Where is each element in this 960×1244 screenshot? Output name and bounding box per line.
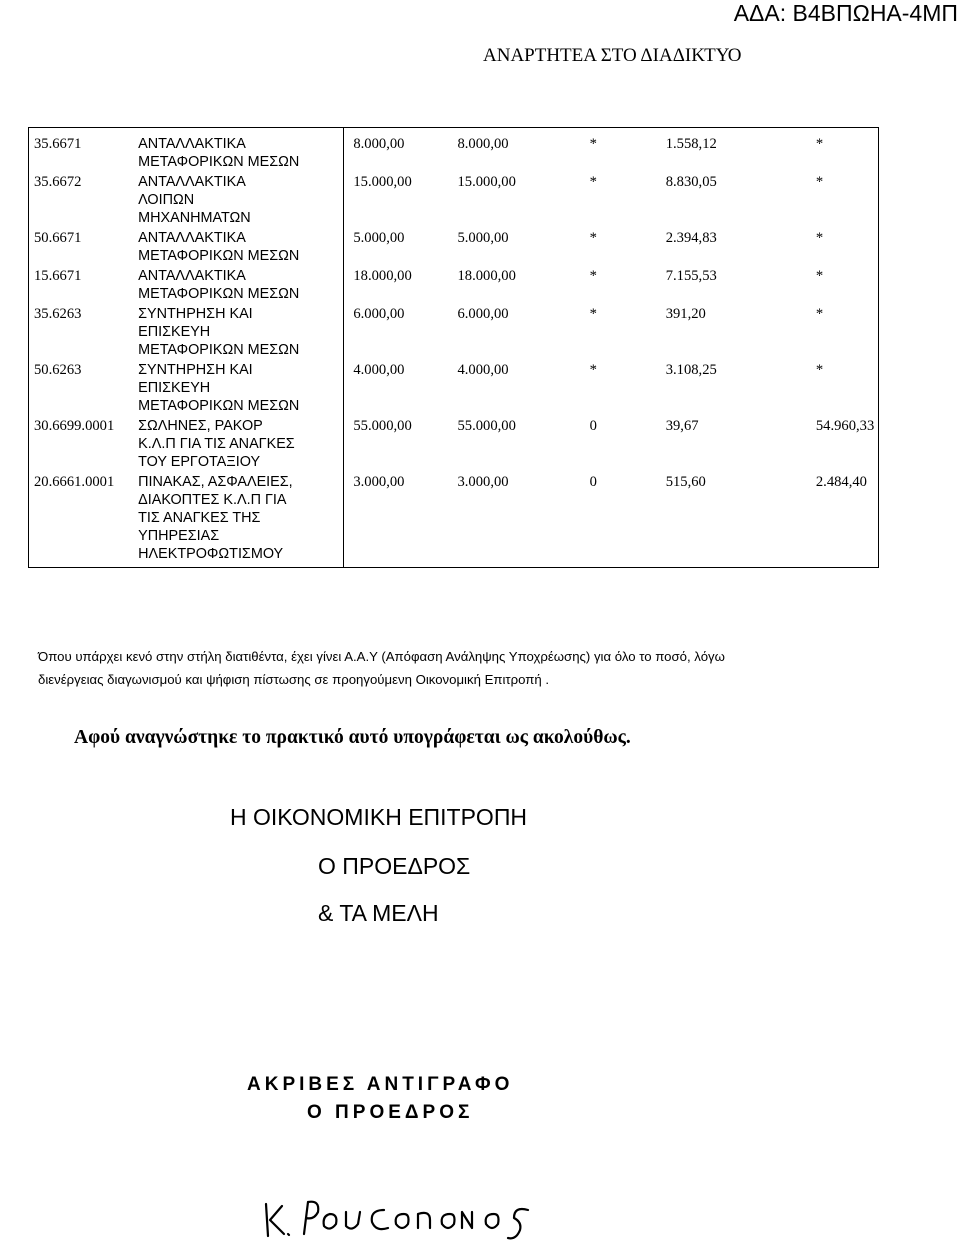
table-row [29,267,879,305]
committed-amount: 2.394,83 [665,230,717,246]
available-amount: * [815,306,824,322]
description-line: ΜΕΤΑΦΟΡΙΚΩΝ ΜΕΣΩΝ [138,342,300,358]
true-copy-label: ΑΚΡΙΒΕΣ ΑΝΤΙΓΡΑΦΟ [247,1074,514,1095]
true-copy-chair: Ο ΠΡΟΕΔΡΟΣ [307,1102,474,1123]
closing-statement: Αφού αναγνώστηκε το πρακτικό αυτό υπογράφεται ως ακολούθως. [74,727,631,748]
account-description [136,361,344,417]
mark-1: 0 [589,474,597,490]
available-amount: * [815,362,824,378]
available-amount: * [815,136,824,152]
committee-chair: Ο ΠΡΟΕΔΡΟΣ [318,853,471,879]
approved-amount: 18.000,00 [457,268,516,284]
description-line: ΑΝΤΑΛΛΑΚΤΙΚΑ [138,174,246,190]
ada-code: ΑΔΑ: Β4ΒΠΩΗΑ-4ΜΠ [733,0,958,26]
account-code: 35.6672 [34,174,82,190]
description-line: ΜΕΤΑΦΟΡΙΚΩΝ ΜΕΣΩΝ [138,286,300,302]
account-description [136,128,344,174]
available-amount: * [815,268,824,284]
budget-amount: 18.000,00 [353,268,412,284]
account-code: 50.6671 [34,230,82,246]
committed-amount: 7.155,53 [665,268,717,284]
committee-title: Η ΟΙΚΟΝΟΜΙΚΗ ΕΠΙΤΡΟΠΗ [230,804,528,830]
mark-1: * [589,268,597,284]
mark-1: * [589,230,597,246]
account-description [136,473,344,568]
mark-1: * [589,306,597,322]
available-amount: * [815,230,824,246]
description-line: ΥΠΗΡΕΣΙΑΣ [138,528,220,544]
posted-online-label: ΑΝΑΡΤΗΤΕΑ ΣΤΟ ΔΙΑΔΙΚΤΥΟ [483,45,742,66]
account-description [136,173,344,229]
note-line-1: Όπου υπάρχει κενό στην στήλη διατιθέντα, έχει γίνει Α.Α.Υ (Απόφαση Ανάληψης Υποχρέωσης) για όλο το ποσό, λόγω [38,649,725,664]
description-line: ΕΠΙΣΚΕΥΗ [138,324,211,340]
committed-amount: 3.108,25 [665,362,717,378]
approved-amount: 8.000,00 [457,136,509,152]
budget-amount: 6.000,00 [353,306,405,322]
approved-amount: 15.000,00 [457,174,516,190]
account-description [136,229,344,267]
budget-amount: 5.000,00 [353,230,405,246]
account-code: 30.6699.0001 [34,418,115,434]
table-row [29,128,879,174]
mark-1: 0 [589,418,597,434]
description-line: ΑΝΤΑΛΛΑΚΤΙΚΑ [138,268,246,284]
account-code: 50.6263 [34,362,82,378]
available-amount: * [815,174,824,190]
account-code: 20.6661.0001 [34,474,115,490]
description-line: ΑΝΤΑΛΛΑΚΤΙΚΑ [138,230,246,246]
description-line: ΑΝΤΑΛΛΑΚΤΙΚΑ [138,136,246,152]
description-line: ΗΛΕΚΤΡΟΦΩΤΙΣΜΟΥ [138,546,284,562]
table-row [29,473,879,568]
description-line: ΔΙΑΚΟΠΤΕΣ Κ.Λ.Π ΓΙΑ [138,492,287,508]
budget-table [28,127,879,568]
table-row [29,305,879,361]
approved-amount: 6.000,00 [457,306,509,322]
description-line: ΤΙΣ ΑΝΑΓΚΕΣ ΤΗΣ [138,510,261,526]
description-line: Κ.Λ.Π ΓΙΑ ΤΙΣ ΑΝΑΓΚΕΣ [138,436,295,452]
table-row [29,417,879,473]
committee-members: & ΤΑ ΜΕΛΗ [318,900,439,926]
committed-amount: 515,60 [665,474,706,490]
description-line: ΠΙΝΑΚΑΣ, ΑΣΦΑΛΕΙΕΣ, [138,474,293,490]
approved-amount: 3.000,00 [457,474,509,490]
budget-amount: 55.000,00 [353,418,412,434]
budget-amount: 8.000,00 [353,136,405,152]
committed-amount: 391,20 [665,306,706,322]
account-code: 15.6671 [34,268,82,284]
mark-1: * [589,174,597,190]
description-line: ΜΗΧΑΝΗΜΑΤΩΝ [138,210,251,226]
description-line: ΤΟΥ ΕΡΓΟΤΑΞΙΟΥ [138,454,261,470]
account-code: 35.6263 [34,306,82,322]
description-line: ΣΥΝΤΗΡΗΣΗ ΚΑΙ [138,362,253,378]
account-description [136,305,344,361]
available-amount: 2.484,40 [815,474,867,490]
note-paragraph [38,645,918,691]
table-row [29,361,879,417]
budget-amount: 4.000,00 [353,362,405,378]
account-description [136,267,344,305]
note-line-2: διενέργειας διαγωνισμού και ψήφιση πίστωσης σε προηγούμενη Οικονομική Επιτροπή . [38,672,550,687]
approved-amount: 5.000,00 [457,230,509,246]
table-row [29,173,879,229]
committed-amount: 39,67 [665,418,699,434]
approved-amount: 55.000,00 [457,418,516,434]
description-line: ΛΟΙΠΩΝ [138,192,195,208]
mark-1: * [589,136,597,152]
committed-amount: 1.558,12 [665,136,717,152]
budget-amount: 15.000,00 [353,174,412,190]
description-line: ΣΩΛΗΝΕΣ, ΡΑΚΟΡ [138,418,263,434]
description-line: ΜΕΤΑΦΟΡΙΚΩΝ ΜΕΣΩΝ [138,154,300,170]
account-code: 35.6671 [34,136,82,152]
description-line: ΜΕΤΑΦΟΡΙΚΩΝ ΜΕΣΩΝ [138,248,300,264]
approved-amount: 4.000,00 [457,362,509,378]
description-line: ΣΥΝΤΗΡΗΣΗ ΚΑΙ [138,306,253,322]
description-line: ΕΠΙΣΚΕΥΗ [138,380,211,396]
committed-amount: 8.830,05 [665,174,717,190]
table-row [29,229,879,267]
handwritten-signature [258,1190,558,1244]
mark-1: * [589,362,597,378]
available-amount: 54.960,33 [815,418,875,434]
description-line: ΜΕΤΑΦΟΡΙΚΩΝ ΜΕΣΩΝ [138,398,300,414]
account-description [136,417,344,473]
budget-amount: 3.000,00 [353,474,405,490]
